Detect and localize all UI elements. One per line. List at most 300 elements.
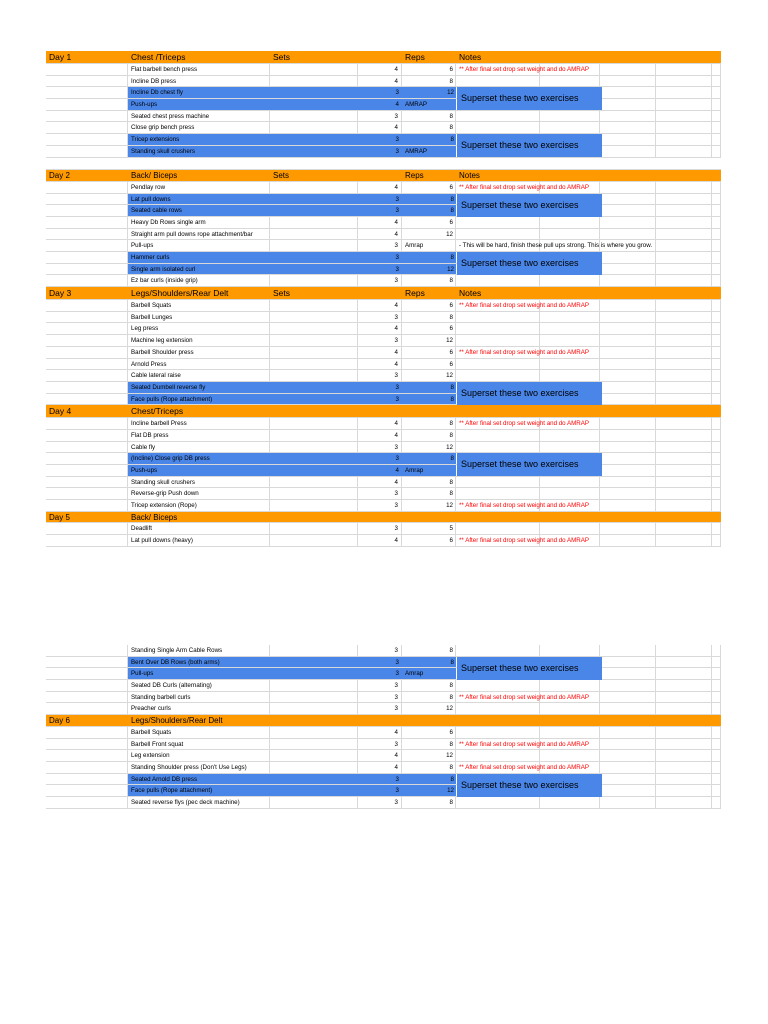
sets-value[interactable]: 3: [358, 500, 402, 511]
empty-cell[interactable]: [600, 194, 656, 205]
sets-value[interactable]: 3: [358, 335, 402, 346]
exercise-name[interactable]: Lat pull downs (heavy): [128, 535, 270, 546]
empty-cell[interactable]: [712, 64, 721, 75]
empty-cell[interactable]: [540, 122, 600, 133]
empty-cell[interactable]: [600, 122, 656, 133]
sets-header[interactable]: Sets: [273, 52, 291, 62]
exercise-name[interactable]: Cable fly: [128, 442, 270, 453]
reps-value[interactable]: AMRAP: [402, 146, 456, 157]
sets-value[interactable]: 3: [358, 668, 402, 679]
empty-cell[interactable]: [712, 680, 721, 691]
reps-value[interactable]: 8: [402, 692, 456, 703]
empty-cell[interactable]: [270, 323, 358, 334]
empty-cell[interactable]: [656, 111, 712, 122]
empty-cell[interactable]: [600, 739, 656, 750]
empty-cell[interactable]: [456, 477, 540, 488]
empty-cell[interactable]: [656, 692, 712, 703]
exercise-name[interactable]: Single arm isolated curl: [128, 264, 270, 275]
empty-cell[interactable]: [600, 535, 656, 546]
sets-value[interactable]: 3: [358, 739, 402, 750]
empty-cell[interactable]: [656, 442, 712, 453]
note-cell[interactable]: - This will be hard, finish these pull ups strong. This is where you grow.: [456, 240, 540, 251]
exercise-name[interactable]: Flat barbell bench press: [128, 64, 270, 75]
empty-cell[interactable]: [712, 750, 721, 761]
empty-cell[interactable]: [656, 359, 712, 370]
empty-cell[interactable]: [656, 194, 712, 205]
day-title[interactable]: Legs/Shoulders/Rear Delt: [131, 716, 223, 726]
exercise-name[interactable]: Tricep extension (Rope): [128, 500, 270, 511]
empty-cell[interactable]: [712, 382, 721, 393]
empty-cell[interactable]: [656, 323, 712, 334]
empty-cell[interactable]: [46, 229, 128, 240]
sets-header[interactable]: Sets: [273, 171, 290, 181]
empty-cell[interactable]: [270, 750, 358, 761]
empty-cell[interactable]: [270, 111, 358, 122]
empty-cell[interactable]: [270, 488, 358, 499]
empty-cell[interactable]: [600, 359, 656, 370]
empty-cell[interactable]: [712, 442, 721, 453]
empty-cell[interactable]: [712, 300, 721, 311]
sets-value[interactable]: 3: [358, 680, 402, 691]
empty-cell[interactable]: [46, 523, 128, 534]
empty-cell[interactable]: [600, 727, 656, 738]
empty-cell[interactable]: [540, 229, 600, 240]
empty-cell[interactable]: [600, 430, 656, 441]
empty-cell[interactable]: [600, 300, 656, 311]
sets-value[interactable]: 4: [358, 477, 402, 488]
empty-cell[interactable]: [656, 335, 712, 346]
empty-cell[interactable]: [600, 680, 656, 691]
sets-value[interactable]: 3: [358, 264, 402, 275]
empty-cell[interactable]: [600, 229, 656, 240]
empty-cell[interactable]: [712, 477, 721, 488]
empty-cell[interactable]: [270, 523, 358, 534]
note-cell[interactable]: ** After final set drop set weight and do AMRAP: [456, 692, 540, 703]
day-label[interactable]: Day 2: [49, 171, 70, 181]
empty-cell[interactable]: [656, 217, 712, 228]
empty-cell[interactable]: [712, 645, 721, 656]
empty-cell[interactable]: [46, 657, 128, 668]
reps-value[interactable]: 8: [402, 394, 456, 405]
empty-cell[interactable]: [270, 300, 358, 311]
empty-cell[interactable]: [712, 76, 721, 87]
empty-cell[interactable]: [46, 692, 128, 703]
empty-cell[interactable]: [540, 727, 600, 738]
sets-value[interactable]: 3: [358, 111, 402, 122]
empty-cell[interactable]: [656, 134, 712, 145]
exercise-name[interactable]: Cable lateral raise: [128, 370, 270, 381]
empty-cell[interactable]: [540, 312, 600, 323]
empty-cell[interactable]: [600, 335, 656, 346]
empty-cell[interactable]: [656, 370, 712, 381]
empty-cell[interactable]: [600, 418, 656, 429]
empty-cell[interactable]: [656, 739, 712, 750]
empty-cell[interactable]: [600, 347, 656, 358]
empty-cell[interactable]: [600, 76, 656, 87]
empty-cell[interactable]: [270, 264, 358, 275]
exercise-name[interactable]: Standing Shoulder press (Don't Use Legs): [128, 762, 270, 773]
sets-value[interactable]: 3: [358, 146, 402, 157]
empty-cell[interactable]: [712, 703, 721, 714]
empty-cell[interactable]: [270, 229, 358, 240]
empty-cell[interactable]: [712, 488, 721, 499]
exercise-name[interactable]: Seated DB Curls (alternating): [128, 680, 270, 691]
reps-value[interactable]: 8: [402, 252, 456, 263]
reps-value[interactable]: 12: [402, 370, 456, 381]
day-title[interactable]: Legs/Shoulders/Rear Delt: [131, 288, 229, 299]
empty-cell[interactable]: [600, 252, 656, 263]
note-cell[interactable]: ** After final set drop set weight and do AMRAP: [456, 535, 540, 546]
empty-cell[interactable]: [270, 382, 358, 393]
exercise-name[interactable]: Machine leg extension: [128, 335, 270, 346]
empty-cell[interactable]: [712, 264, 721, 275]
exercise-name[interactable]: Face pulls (Rope attachment): [128, 394, 270, 405]
empty-cell[interactable]: [46, 785, 128, 796]
exercise-name[interactable]: Seated Dumbell reverse fly: [128, 382, 270, 393]
reps-value[interactable]: 8: [402, 680, 456, 691]
exercise-name[interactable]: Standing barbell curls: [128, 692, 270, 703]
empty-cell[interactable]: [656, 300, 712, 311]
empty-cell[interactable]: [712, 229, 721, 240]
sets-value[interactable]: 4: [358, 229, 402, 240]
empty-cell[interactable]: [712, 312, 721, 323]
empty-cell[interactable]: [712, 347, 721, 358]
empty-cell[interactable]: [712, 122, 721, 133]
sets-value[interactable]: 3: [358, 312, 402, 323]
empty-cell[interactable]: [600, 394, 656, 405]
empty-cell[interactable]: [656, 418, 712, 429]
empty-cell[interactable]: [540, 111, 600, 122]
empty-cell[interactable]: [270, 680, 358, 691]
exercise-name[interactable]: Close grip bench press: [128, 122, 270, 133]
sets-value[interactable]: 3: [358, 240, 402, 251]
empty-cell[interactable]: [270, 727, 358, 738]
reps-header[interactable]: Reps: [405, 288, 425, 299]
reps-value[interactable]: 6: [402, 300, 456, 311]
exercise-name[interactable]: Incline DB press: [128, 76, 270, 87]
reps-value[interactable]: 8: [402, 122, 456, 133]
reps-value[interactable]: 8: [402, 382, 456, 393]
empty-cell[interactable]: [456, 122, 540, 133]
empty-cell[interactable]: [600, 312, 656, 323]
empty-cell[interactable]: [540, 182, 600, 193]
empty-cell[interactable]: [540, 488, 600, 499]
empty-cell[interactable]: [46, 111, 128, 122]
empty-cell[interactable]: [600, 240, 656, 251]
empty-cell[interactable]: [600, 453, 656, 464]
empty-cell[interactable]: [270, 76, 358, 87]
reps-value[interactable]: 12: [402, 335, 456, 346]
day-label[interactable]: Day 1: [49, 52, 72, 62]
day-title[interactable]: Back/ Biceps: [131, 512, 178, 522]
empty-cell[interactable]: [46, 347, 128, 358]
empty-cell[interactable]: [656, 680, 712, 691]
empty-cell[interactable]: [540, 477, 600, 488]
empty-cell[interactable]: [46, 335, 128, 346]
empty-cell[interactable]: [270, 182, 358, 193]
sets-header[interactable]: Sets: [273, 288, 291, 299]
empty-cell[interactable]: [456, 217, 540, 228]
empty-cell[interactable]: [270, 312, 358, 323]
sets-value[interactable]: 4: [358, 76, 402, 87]
empty-cell[interactable]: [46, 762, 128, 773]
empty-cell[interactable]: [656, 465, 712, 476]
empty-cell[interactable]: [46, 488, 128, 499]
exercise-name[interactable]: Pendlay row: [128, 182, 270, 193]
empty-cell[interactable]: [600, 442, 656, 453]
empty-cell[interactable]: [456, 275, 540, 286]
empty-cell[interactable]: [600, 205, 656, 216]
empty-cell[interactable]: [46, 300, 128, 311]
empty-cell[interactable]: [656, 382, 712, 393]
empty-cell[interactable]: [656, 523, 712, 534]
empty-cell[interactable]: [600, 488, 656, 499]
reps-value[interactable]: 6: [402, 182, 456, 193]
empty-cell[interactable]: [456, 727, 540, 738]
empty-cell[interactable]: [712, 797, 721, 808]
sets-value[interactable]: 3: [358, 394, 402, 405]
empty-cell[interactable]: [600, 146, 656, 157]
empty-cell[interactable]: [600, 645, 656, 656]
reps-value[interactable]: 8: [402, 453, 456, 464]
empty-cell[interactable]: [46, 418, 128, 429]
reps-value[interactable]: 8: [402, 657, 456, 668]
empty-cell[interactable]: [712, 217, 721, 228]
empty-cell[interactable]: [540, 217, 600, 228]
empty-cell[interactable]: [712, 535, 721, 546]
empty-cell[interactable]: [712, 418, 721, 429]
empty-cell[interactable]: [540, 500, 600, 511]
empty-cell[interactable]: [46, 394, 128, 405]
reps-value[interactable]: AMRAP: [402, 99, 456, 110]
reps-value[interactable]: 8: [402, 312, 456, 323]
exercise-name[interactable]: Face pulls (Rope attachment): [128, 785, 270, 796]
empty-cell[interactable]: [270, 477, 358, 488]
sets-value[interactable]: 4: [358, 750, 402, 761]
empty-cell[interactable]: [456, 750, 540, 761]
reps-value[interactable]: 6: [402, 64, 456, 75]
empty-cell[interactable]: [540, 347, 600, 358]
empty-cell[interactable]: [600, 785, 656, 796]
empty-cell[interactable]: [600, 217, 656, 228]
day-title[interactable]: Chest /Triceps: [131, 52, 186, 62]
empty-cell[interactable]: [270, 64, 358, 75]
exercise-name[interactable]: Seated Arnold DB press: [128, 774, 270, 785]
notes-header[interactable]: Notes: [459, 288, 482, 299]
empty-cell[interactable]: [712, 111, 721, 122]
empty-cell[interactable]: [540, 240, 600, 251]
sets-value[interactable]: 4: [358, 64, 402, 75]
reps-value[interactable]: 8: [402, 275, 456, 286]
empty-cell[interactable]: [270, 465, 358, 476]
empty-cell[interactable]: [656, 477, 712, 488]
exercise-name[interactable]: Barbell Squats: [128, 727, 270, 738]
empty-cell[interactable]: [656, 797, 712, 808]
exercise-name[interactable]: Barbell Shoulder press: [128, 347, 270, 358]
reps-value[interactable]: 8: [402, 430, 456, 441]
exercise-name[interactable]: Deadlift: [128, 523, 270, 534]
empty-cell[interactable]: [270, 252, 358, 263]
empty-cell[interactable]: [456, 703, 540, 714]
exercise-name[interactable]: Incline Db chest fly: [128, 87, 270, 98]
empty-cell[interactable]: [600, 774, 656, 785]
empty-cell[interactable]: [712, 252, 721, 263]
reps-value[interactable]: 8: [402, 418, 456, 429]
empty-cell[interactable]: [600, 87, 656, 98]
reps-value[interactable]: 8: [402, 134, 456, 145]
sets-value[interactable]: 3: [358, 703, 402, 714]
reps-value[interactable]: 6: [402, 217, 456, 228]
empty-cell[interactable]: [270, 797, 358, 808]
empty-cell[interactable]: [712, 739, 721, 750]
day-label[interactable]: Day 3: [49, 288, 72, 299]
empty-cell[interactable]: [712, 657, 721, 668]
empty-cell[interactable]: [712, 523, 721, 534]
empty-cell[interactable]: [46, 359, 128, 370]
empty-cell[interactable]: [656, 182, 712, 193]
empty-cell[interactable]: [540, 300, 600, 311]
empty-cell[interactable]: [712, 692, 721, 703]
empty-cell[interactable]: [46, 194, 128, 205]
empty-cell[interactable]: [600, 264, 656, 275]
reps-value[interactable]: 8: [402, 194, 456, 205]
empty-cell[interactable]: [600, 703, 656, 714]
empty-cell[interactable]: [46, 323, 128, 334]
sets-value[interactable]: 4: [358, 465, 402, 476]
reps-value[interactable]: 12: [402, 229, 456, 240]
empty-cell[interactable]: [712, 727, 721, 738]
exercise-name[interactable]: Leg extension: [128, 750, 270, 761]
exercise-name[interactable]: Barbell Front squat: [128, 739, 270, 750]
empty-cell[interactable]: [46, 217, 128, 228]
empty-cell[interactable]: [600, 762, 656, 773]
empty-cell[interactable]: [600, 275, 656, 286]
reps-value[interactable]: Amrap: [402, 668, 456, 679]
empty-cell[interactable]: [270, 394, 358, 405]
note-cell[interactable]: ** After final set drop set weight and do AMRAP: [456, 300, 540, 311]
empty-cell[interactable]: [600, 797, 656, 808]
note-cell[interactable]: ** After final set drop set weight and do AMRAP: [456, 182, 540, 193]
reps-value[interactable]: 8: [402, 797, 456, 808]
empty-cell[interactable]: [712, 668, 721, 679]
empty-cell[interactable]: [270, 703, 358, 714]
reps-value[interactable]: 6: [402, 323, 456, 334]
empty-cell[interactable]: [46, 205, 128, 216]
day-label[interactable]: Day 4: [49, 406, 72, 417]
empty-cell[interactable]: [600, 500, 656, 511]
sets-value[interactable]: 4: [358, 323, 402, 334]
empty-cell[interactable]: [270, 645, 358, 656]
empty-cell[interactable]: [540, 442, 600, 453]
reps-header[interactable]: Reps: [405, 52, 425, 62]
empty-cell[interactable]: [712, 194, 721, 205]
empty-cell[interactable]: [540, 762, 600, 773]
sets-value[interactable]: 3: [358, 87, 402, 98]
empty-cell[interactable]: [456, 76, 540, 87]
sets-value[interactable]: 4: [358, 430, 402, 441]
exercise-name[interactable]: Bent Over DB Rows (both arms): [128, 657, 270, 668]
reps-value[interactable]: 8: [402, 774, 456, 785]
note-cell[interactable]: ** After final set drop set weight and do AMRAP: [456, 739, 540, 750]
sets-value[interactable]: 3: [358, 382, 402, 393]
empty-cell[interactable]: [600, 668, 656, 679]
empty-cell[interactable]: [270, 275, 358, 286]
reps-value[interactable]: 6: [402, 359, 456, 370]
empty-cell[interactable]: [712, 762, 721, 773]
empty-cell[interactable]: [656, 430, 712, 441]
empty-cell[interactable]: [270, 240, 358, 251]
reps-value[interactable]: 12: [402, 500, 456, 511]
empty-cell[interactable]: [46, 797, 128, 808]
note-cell[interactable]: ** After final set drop set weight and do AMRAP: [456, 347, 540, 358]
empty-cell[interactable]: [270, 692, 358, 703]
exercise-name[interactable]: Straight arm pull downs rope attachment/bar: [128, 229, 270, 240]
exercise-name[interactable]: Tricep extensions: [128, 134, 270, 145]
empty-cell[interactable]: [540, 370, 600, 381]
empty-cell[interactable]: [712, 323, 721, 334]
empty-cell[interactable]: [540, 750, 600, 761]
sets-value[interactable]: 3: [358, 645, 402, 656]
empty-cell[interactable]: [46, 76, 128, 87]
exercise-name[interactable]: Pull-ups: [128, 240, 270, 251]
empty-cell[interactable]: [656, 205, 712, 216]
sets-value[interactable]: 4: [358, 217, 402, 228]
empty-cell[interactable]: [712, 134, 721, 145]
empty-cell[interactable]: [656, 750, 712, 761]
sets-value[interactable]: 4: [358, 418, 402, 429]
empty-cell[interactable]: [46, 122, 128, 133]
empty-cell[interactable]: [270, 785, 358, 796]
empty-cell[interactable]: [46, 99, 128, 110]
empty-cell[interactable]: [656, 668, 712, 679]
empty-cell[interactable]: [270, 99, 358, 110]
sets-value[interactable]: 4: [358, 300, 402, 311]
empty-cell[interactable]: [712, 465, 721, 476]
empty-cell[interactable]: [712, 785, 721, 796]
sets-value[interactable]: 3: [358, 252, 402, 263]
reps-value[interactable]: 8: [402, 111, 456, 122]
sets-value[interactable]: 4: [358, 99, 402, 110]
empty-cell[interactable]: [456, 430, 540, 441]
empty-cell[interactable]: [656, 453, 712, 464]
empty-cell[interactable]: [600, 382, 656, 393]
exercise-name[interactable]: Lat pull downs: [128, 194, 270, 205]
reps-value[interactable]: 8: [402, 477, 456, 488]
exercise-name[interactable]: Flat DB press: [128, 430, 270, 441]
empty-cell[interactable]: [46, 465, 128, 476]
empty-cell[interactable]: [456, 680, 540, 691]
reps-value[interactable]: 8: [402, 205, 456, 216]
empty-cell[interactable]: [270, 774, 358, 785]
reps-value[interactable]: 8: [402, 739, 456, 750]
empty-cell[interactable]: [712, 87, 721, 98]
empty-cell[interactable]: [456, 797, 540, 808]
empty-cell[interactable]: [270, 359, 358, 370]
empty-cell[interactable]: [656, 774, 712, 785]
empty-cell[interactable]: [456, 488, 540, 499]
empty-cell[interactable]: [656, 264, 712, 275]
reps-value[interactable]: 8: [402, 488, 456, 499]
empty-cell[interactable]: [600, 477, 656, 488]
empty-cell[interactable]: [656, 727, 712, 738]
empty-cell[interactable]: [600, 370, 656, 381]
empty-cell[interactable]: [600, 657, 656, 668]
exercise-name[interactable]: Leg press: [128, 323, 270, 334]
exercise-name[interactable]: Seated chest press machine: [128, 111, 270, 122]
reps-value[interactable]: 6: [402, 535, 456, 546]
empty-cell[interactable]: [656, 645, 712, 656]
empty-cell[interactable]: [270, 217, 358, 228]
